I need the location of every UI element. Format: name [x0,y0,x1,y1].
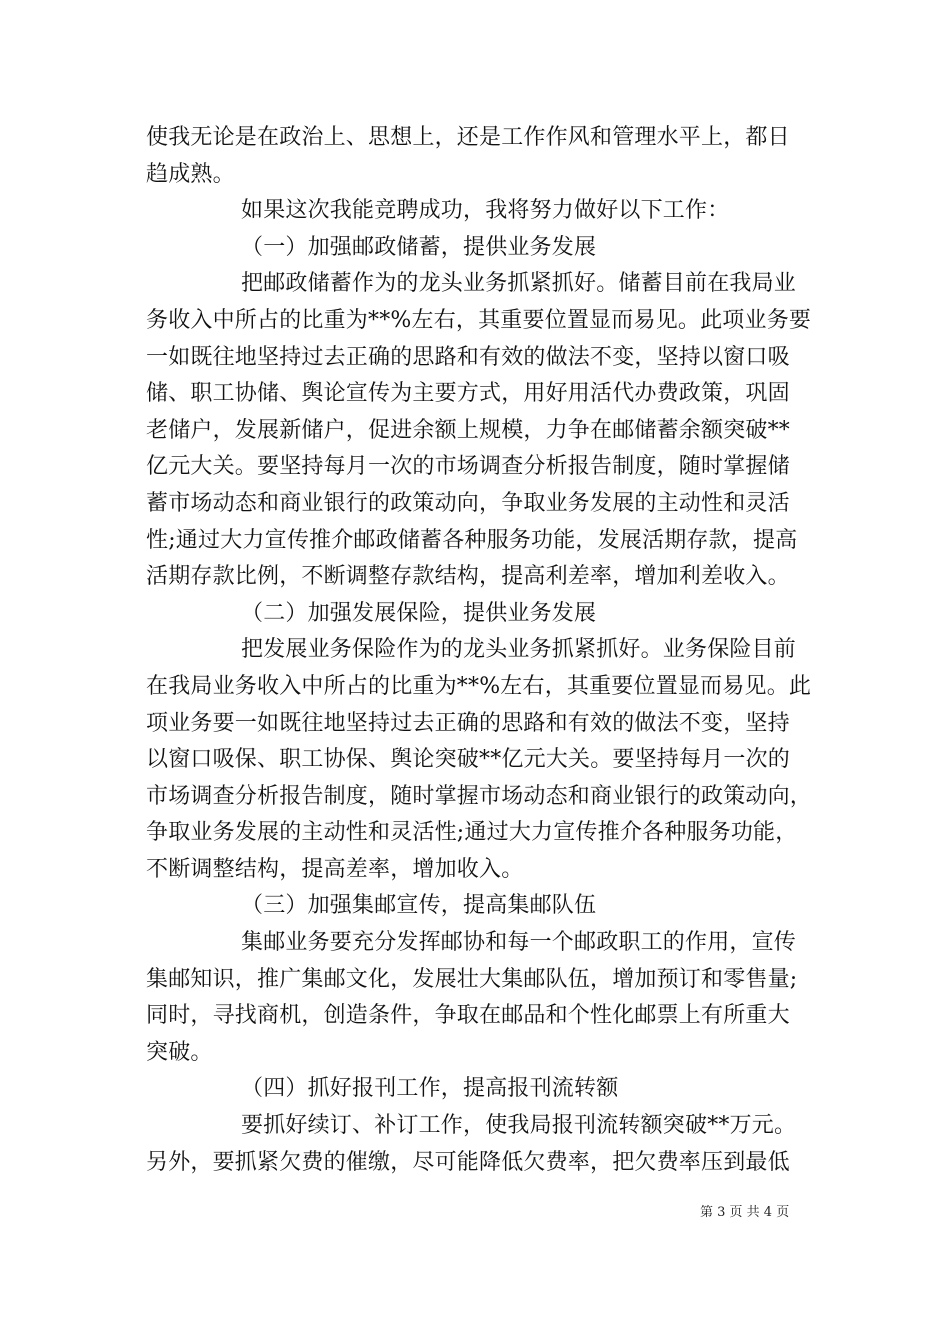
text-line: 在我局业务收入中所占的比重为**%左右，其重要位置显而易见。此 [146,673,812,699]
body-text [146,120,813,1181]
text-line: 把邮政储蓄作为的龙头业务抓紧抓好。储蓄目前在我局业 [241,271,797,297]
text-line: 储、职工协储、舆论宣传为主要方式，用好用活代办费政策，巩固 [146,381,790,407]
text-line: 如果这次我能竞聘成功，我将努力做好以下工作： [241,198,730,224]
text-line: 不断调整结构，提高差率，增加收入。 [146,856,524,882]
text-line: 另外，要抓紧欠费的催缴，尽可能降低欠费率，把欠费率压到最低 [146,1149,790,1175]
text-line: 老储户，发展新储户，促进余额上规模，力争在邮储蓄余额突破** [146,417,791,443]
text-line: 一如既往地坚持过去正确的思路和有效的做法不变，坚持以窗口吸 [146,344,790,370]
text-line: 集邮知识，推广集邮文化，发展壮大集邮队伍，增加预订和零售量; [146,966,798,992]
text-line: 亿元大关。要坚持每月一次的市场调查分析报告制度，随时掌握储 [146,454,790,480]
text-line: 趋成熟。 [146,161,235,187]
section-heading-4: （四）抓好报刊工作，提高报刊流转额 [241,1076,619,1102]
page-number-footer: 第 3 页 共 4 页 [700,1205,790,1220]
text-line: 以窗口吸保、职工协保、舆论突破**亿元大关。要坚持每月一次的 [146,747,791,773]
text-line: 使我无论是在政治上、思想上，还是工作作风和管理水平上，都日 [146,125,790,150]
text-line: 蓄市场动态和商业银行的政策动向，争取业务发展的主动性和灵活 [146,490,790,516]
text-line: 性;通过大力宣传推介邮政储蓄各种服务功能，发展活期存款，提高 [146,527,798,553]
section-heading-2: （二）加强发展保险，提供业务发展 [241,600,597,626]
text-line: 突破。 [146,1039,213,1065]
text-line: 项业务要一如既往地坚持过去正确的思路和有效的做法不变，坚持 [146,710,790,736]
section-heading-1: （一）加强邮政储蓄，提供业务发展 [241,234,597,260]
text-line: 市场调查分析报告制度，随时掌握市场动态和商业银行的政策动向， [146,783,813,809]
text-line: 同时，寻找商机，创造条件，争取在邮品和个性化邮票上有所重大 [146,1003,790,1029]
text-line: 把发展业务保险作为的龙头业务抓紧抓好。业务保险目前 [241,637,797,663]
text-line: 务收入中所占的比重为**%左右，其重要位置显而易见。此项业务要 [146,307,812,333]
section-heading-3: （三）加强集邮宣传，提高集邮队伍 [241,893,597,919]
text-line: 活期存款比例，不断调整存款结构，提高利差率，增加利差收入。 [146,564,790,590]
text-line: 争取业务发展的主动性和灵活性;通过大力宣传推介各种服务功能， [146,820,798,846]
text-line: 要抓好续订、补订工作，使我局报刊流转额突破**万元。 [241,1113,797,1139]
text-line: 集邮业务要充分发挥邮协和每一个邮政职工的作用，宣传 [241,930,797,956]
